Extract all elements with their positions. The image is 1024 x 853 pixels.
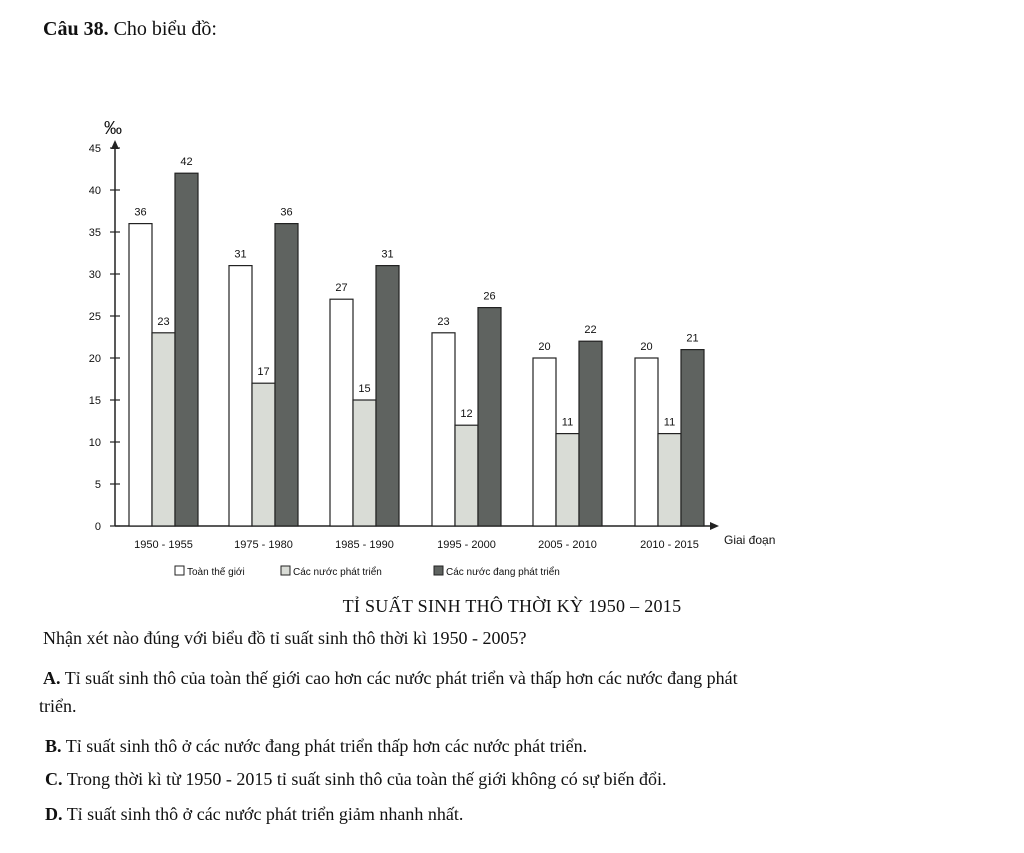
y-tick-label: 45 [88, 143, 101, 155]
legend-label: Toàn thế giới [187, 567, 245, 578]
option-a-letter: A. [43, 668, 61, 688]
option-c-text: Trong thời kì từ 1950 - 2015 tỉ suất sinh thô của toàn thế giới không có sự biến đổi. [66, 769, 667, 789]
y-tick-label: 30 [88, 269, 101, 281]
data-label: 31 [381, 248, 394, 261]
bar-chart [0, 100, 1024, 600]
bar [635, 358, 658, 526]
bar [175, 173, 198, 526]
bar [455, 425, 478, 526]
y-tick-label: 10 [88, 437, 101, 449]
data-label: 11 [561, 416, 574, 429]
legend-swatch [434, 566, 443, 575]
x-tick-label: 1950 - 1955 [134, 539, 193, 551]
y-tick-label: 0 [94, 521, 101, 533]
legend-swatch [281, 566, 290, 575]
option-d-text: Tỉ suất sinh thô ở các nước phát triển giảm nhanh nhất. [66, 804, 464, 824]
bar [658, 434, 681, 526]
x-axis-label: Giai đoạn [724, 533, 776, 547]
bar [556, 434, 579, 526]
y-tick-label: 5 [94, 479, 101, 491]
data-label: 27 [335, 282, 348, 295]
option-d[interactable] [45, 800, 463, 828]
legend-label: Các nước đang phát triển [446, 567, 560, 578]
x-tick-label: 1995 - 2000 [437, 539, 496, 551]
bar [229, 266, 252, 526]
bar [533, 358, 556, 526]
y-tick-label: 20 [88, 353, 101, 365]
data-label: 21 [686, 332, 699, 345]
bar [579, 341, 602, 526]
bar [432, 333, 455, 526]
option-a-text: Tỉ suất sinh thô của toàn thế giới cao hơn các nước phát triển và thấp hơn các nước đang phát [64, 668, 738, 688]
option-b[interactable] [45, 732, 587, 760]
bar [275, 224, 298, 526]
bar [353, 400, 376, 526]
option-c-letter: C. [45, 769, 63, 789]
data-label: 31 [234, 248, 247, 261]
y-axis-label: ‰ [104, 118, 122, 138]
data-label: 20 [640, 341, 653, 353]
data-label: 22 [584, 324, 597, 337]
bar [252, 383, 275, 526]
y-tick-label: 40 [88, 185, 101, 197]
option-a-text-cont: triển. [39, 696, 77, 716]
data-label: 36 [134, 206, 147, 219]
data-label: 17 [257, 366, 270, 379]
data-label: 23 [157, 315, 170, 328]
y-tick-label: 25 [88, 311, 101, 323]
option-c[interactable] [45, 765, 667, 793]
legend-swatch [175, 566, 184, 575]
bar [681, 350, 704, 526]
x-tick-label: 2010 - 2015 [640, 539, 699, 551]
data-label: 36 [280, 206, 293, 219]
data-label: 42 [180, 156, 193, 169]
data-label: 20 [538, 341, 551, 353]
x-tick-label: 2005 - 2010 [538, 539, 597, 551]
question-number: Câu 38. [43, 18, 109, 40]
chart-title: TỈ SUẤT SINH THÔ THỜI KỲ 1950 – 2015 [342, 596, 682, 616]
question-intro: Cho biểu đồ: [113, 18, 217, 40]
data-label: 11 [663, 416, 676, 429]
x-tick-label: 1985 - 1990 [335, 539, 394, 551]
bar [330, 299, 353, 526]
question-heading [43, 18, 217, 41]
y-tick-label: 35 [88, 227, 101, 239]
data-label: 26 [483, 290, 496, 303]
data-label: 12 [460, 408, 473, 421]
x-axis-arrow [710, 522, 719, 530]
bar [376, 266, 399, 526]
data-label: 15 [358, 383, 371, 395]
bar [478, 308, 501, 526]
data-label: 23 [437, 315, 450, 328]
legend-label: Các nước phát triển [293, 567, 382, 578]
chart-container [0, 100, 1024, 600]
option-d-letter: D. [45, 804, 63, 824]
option-a[interactable] [39, 664, 973, 720]
bar [152, 333, 175, 526]
x-tick-label: 1975 - 1980 [234, 539, 293, 551]
option-b-text: Tỉ suất sinh thô ở các nước đang phát triển thấp hơn các nước phát triển. [65, 736, 588, 756]
bar [129, 224, 152, 526]
y-tick-label: 15 [88, 395, 101, 407]
option-b-letter: B. [45, 736, 62, 756]
question-prompt: Nhận xét nào đúng với biểu đồ tỉ suất sinh thô thời kì 1950 - 2005? [43, 628, 527, 648]
